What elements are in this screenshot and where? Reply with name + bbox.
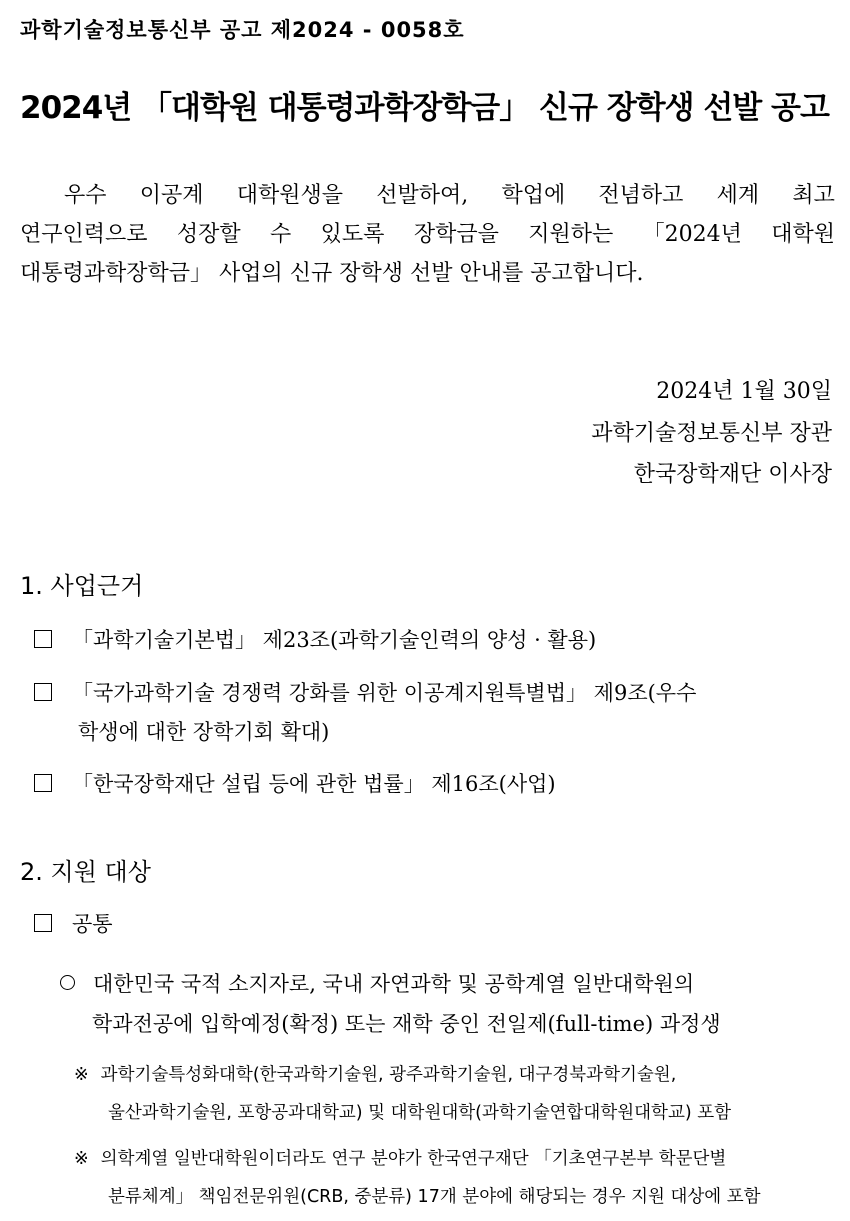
intro-line-3 [20,256,835,295]
intro-word: 대통령과학장학금」 사업의 신규 장학생 선발 안내를 공고합니다. [20,261,644,286]
note-text: 과학기술특성화대학(한국과학기술원, 광주과학기술원, 대구경북과학기술원, [100,1065,677,1085]
intro-word: 학업에 [501,183,566,208]
signature-foundation: 한국장학재단 이사장 [633,462,832,487]
legal-basis-item [34,768,556,798]
legal-basis-item [34,677,696,707]
reference-mark-icon: ※ [74,1065,89,1085]
intro-word: 성장할 [176,222,241,247]
legal-basis-continuation: 학생에 대한 장학기회 확대) [78,720,330,744]
checkbox-square-icon [34,774,52,792]
intro-line-1 [20,178,835,217]
intro-word: 대학원생을 [236,183,343,208]
intro-word: 있도록 [320,222,385,247]
checkbox-square-icon [34,630,52,648]
signature-date: 2024년 1월 30일 [656,379,832,404]
checkbox-square-icon [34,683,52,701]
legal-basis-text: 「한국장학재단 설립 등에 관한 법률」 제16조(사업) [72,772,556,796]
note-continuation: 분류체계」 책임전문위원(CRB, 중분류) 17개 분야에 해당되는 경우 지원 대상에 포함 [108,1187,761,1207]
eligibility-text: 대한민국 국적 소지자로, 국내 자연과학 및 공학계열 일반대학원의 [93,972,695,996]
intro-word: 우수 [64,183,107,208]
intro-word: 선발하여, [376,183,469,208]
eligibility-continuation: 학과전공에 입학예정(확정) 또는 재학 중인 전일제(full-time) 과정생 [92,1012,721,1036]
reference-mark-icon: ※ [74,1149,89,1169]
intro-word: 연구인력으로 [20,222,148,247]
intro-word: 대학원 [771,222,835,247]
intro-word: 지원하는 [528,222,614,247]
common-label [34,908,113,938]
intro-word: 세계 [716,183,760,208]
intro-paragraph [20,178,835,295]
note-continuation: 울산과학기술원, 포항공과대학교) 및 대학원대학(과학기술연합대학원대학교) 포함 [108,1103,732,1123]
common-label-text: 공통 [72,912,113,936]
note-item [74,1061,676,1086]
section-2-heading: 2. 지원 대상 [20,858,151,886]
intro-word: 「2024년 [642,222,742,247]
signature-ministry: 과학기술정보통신부 장관 [591,421,832,446]
intro-word: 장학금을 [413,222,499,247]
eligibility-bullet [60,968,694,998]
intro-line-2 [20,217,835,256]
notice-number: 과학기술정보통신부 공고 제2024 - 0058호 [20,18,465,42]
intro-word: 수 [270,222,292,247]
legal-basis-text: 「과학기술기본법」 제23조(과학기술인력의 양성 · 활용) [72,628,597,652]
intro-word: 이공계 [139,183,204,208]
note-item [74,1145,726,1170]
circle-bullet-icon [60,975,75,990]
legal-basis-text: 「국가과학기술 경쟁력 강화를 위한 이공계지원특별법」 제9조(우수 [72,681,697,705]
checkbox-square-icon [34,914,52,932]
intro-word: 최고 [792,183,835,208]
legal-basis-item [34,624,596,654]
page-title: 2024년 「대학원 대통령과학장학금」 신규 장학생 선발 공고 [20,90,829,126]
note-text: 의학계열 일반대학원이더라도 연구 분야가 한국연구재단 「기초연구본부 학문단별 [100,1149,727,1169]
section-1-heading: 1. 사업근거 [20,572,144,600]
intro-word: 전념하고 [598,183,684,208]
